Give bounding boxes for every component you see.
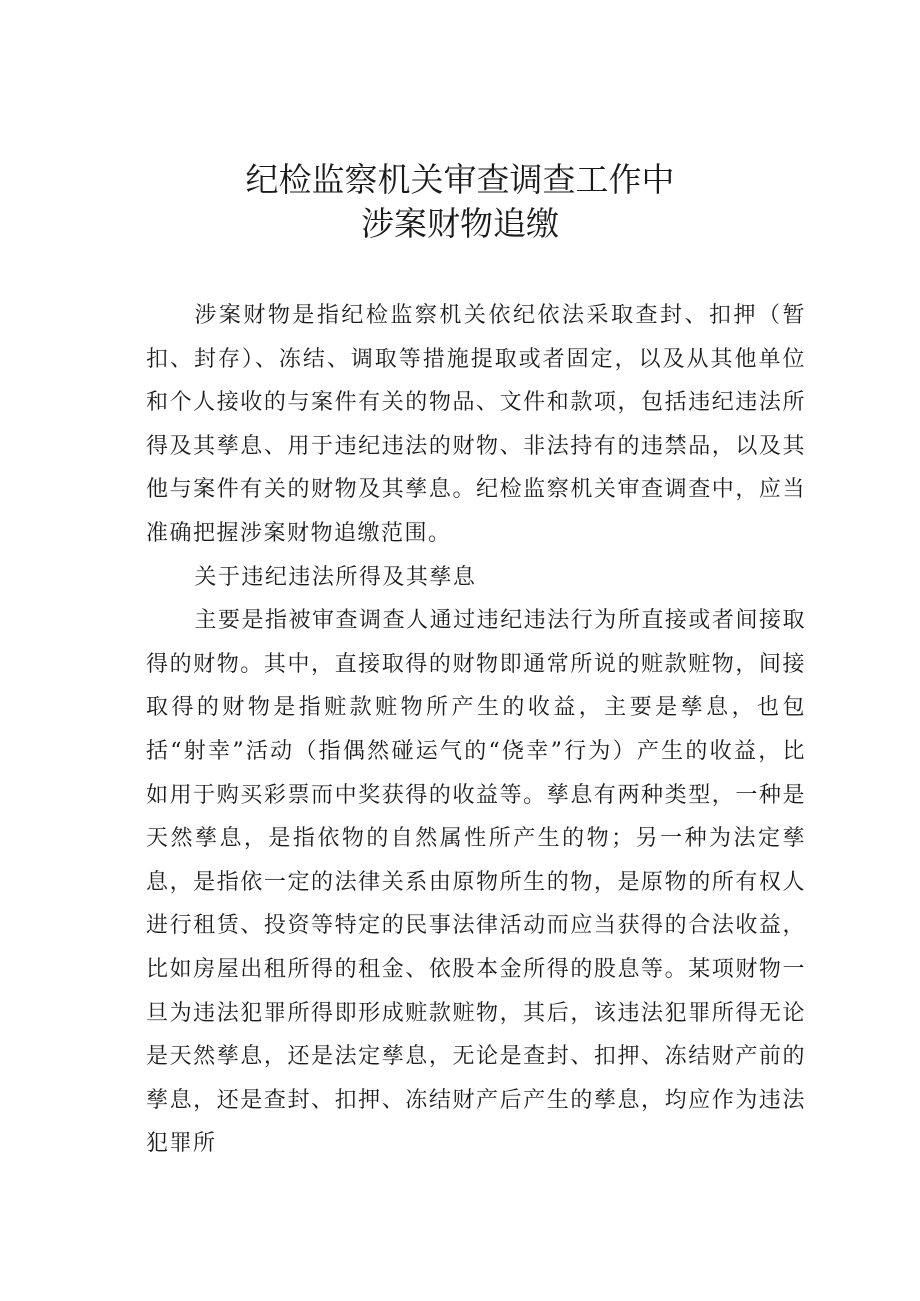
document-title-line-2: 涉案财物追缴 [361,204,559,243]
document-title-line-1: 纪检监察机关审查调查工作中 [245,160,675,199]
document-body [146,294,806,1166]
section-heading: 关于违纪违法所得及其孳息 [194,564,477,590]
paragraph-section: 主要是指被审查调查人通过违纪违法行为所直接或者间接取得的财物。其中，直接取得的财物即通常所说的赃款赃物，间接取得的财物是指赃款赃物所产生的收益，主要是孳息，也包括“射幸”活动（指偶然碰运气的“侥幸”行为）产生的收益，比如用于购买彩票而中奖获得的收益等。孳息有两种类型，一种是天然孳息，是指依物的自然属性所产生的物；另一种为法定孳息，是指依一定的法律关系由原物所生的物，是原物的所有权人进行租赁、投资等特定的民事法律活动而应当获得的合法收益，比如房屋出租所得的租金、依股本金所得的股息等。某项财物一旦为违法犯罪所得即形成赃款赃物，其后，该违法犯罪所得无论是天然孳息，还是法定孳息，无论是查封、扣押、冻结财产前的孳息，还是查封、扣押、冻结财产后产生的孳息，均应作为违法犯罪所 [146,608,806,1157]
paragraph-intro: 涉案财物是指纪检监察机关依纪依法采取查封、扣押（暂扣、封存）、冻结、调取等措施提取或者固定，以及从其他单位和个人接收的与案件有关的物品、文件和款项，包括违纪违法所得及其孳息、用于违纪违法的财物、非法持有的违禁品，以及其他与案件有关的财物及其孳息。纪检监察机关审查调查中，应当准确把握涉案财物追缴范围。 [146,303,806,546]
